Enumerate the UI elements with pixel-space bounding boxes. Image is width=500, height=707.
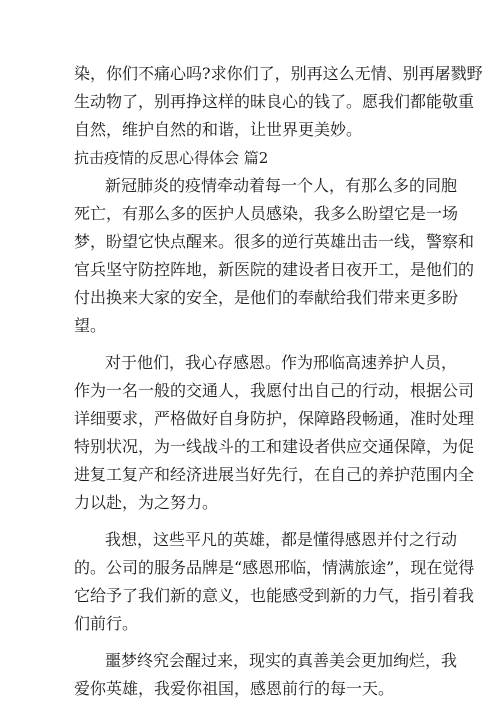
text-line: 我想，这些平凡的英雄，都是懂得感恩并付之行动 <box>105 530 458 549</box>
text-line: 它给予了我们新的意义，也能感受到新的力气，指引着我 <box>74 586 475 605</box>
text-line: 死亡，有那么多的医护人员感染，我多么盼望它是一场 <box>74 204 459 223</box>
text-line: 官兵坚守防控阵地，新医院的建设者日夜开工，是他们的 <box>74 260 475 279</box>
text-line: 们前行。 <box>74 614 139 633</box>
paragraph-continuation <box>74 60 483 144</box>
text-line: 望。 <box>74 316 107 335</box>
section-heading <box>74 144 434 172</box>
text-line: 的。公司的服务品牌是“感恩邢临，情满旅途”，现在觉得 <box>74 558 475 577</box>
text-line: 噩梦终究会醒过来，现实的真善美会更加绚烂，我 <box>105 651 458 670</box>
text-line: 对于他们，我心存感恩。作为邢临高速养护人员， <box>105 353 458 372</box>
paragraph-gratitude <box>74 349 475 517</box>
paragraph-gap <box>74 638 434 647</box>
document-page <box>74 60 483 703</box>
text-line: 自然，维护自然的和谐，让世界更美妙。 <box>74 120 363 139</box>
text-line: 特别状况，为一线战斗的工和建设者供应交通保障，为促 <box>74 437 475 456</box>
text-line: 力以赴，为之努力。 <box>74 493 219 512</box>
paragraph-heroes <box>74 526 475 638</box>
paragraph-pandemic <box>74 172 475 340</box>
text-line: 新冠肺炎的疫情牵动着每一个人，有那么多的同胞 <box>105 176 458 195</box>
paragraph-closing <box>74 647 458 703</box>
paragraph-gap <box>74 517 434 526</box>
text-line: 梦，盼望它快点醒来。很多的逆行英雄出击一线，警察和 <box>74 232 475 251</box>
section-heading-text: 抗击疫情的反思心得体会 篇2 <box>74 149 269 167</box>
text-line: 染，你们不痛心吗?求你们了，别再这么无情、别再屠戮野 <box>74 64 483 83</box>
text-line: 付出换来大家的安全，是他们的奉献给我们带来更多盼 <box>74 288 459 307</box>
paragraph-gap <box>74 340 434 349</box>
text-line: 进复工复产和经济进展当好先行，在自己的养护范围内全 <box>74 465 475 484</box>
text-line: 作为一名一般的交通人，我愿付出自己的行动，根据公司 <box>74 381 475 400</box>
text-line: 爱你英雄，我爱你祖国，感恩前行的每一天。 <box>74 679 395 698</box>
text-line: 详细要求，严格做好自身防护，保障路段畅通，准时处理 <box>74 409 475 428</box>
text-line: 生动物了，别再挣这样的昧良心的钱了。愿我们都能敬重 <box>74 92 475 111</box>
